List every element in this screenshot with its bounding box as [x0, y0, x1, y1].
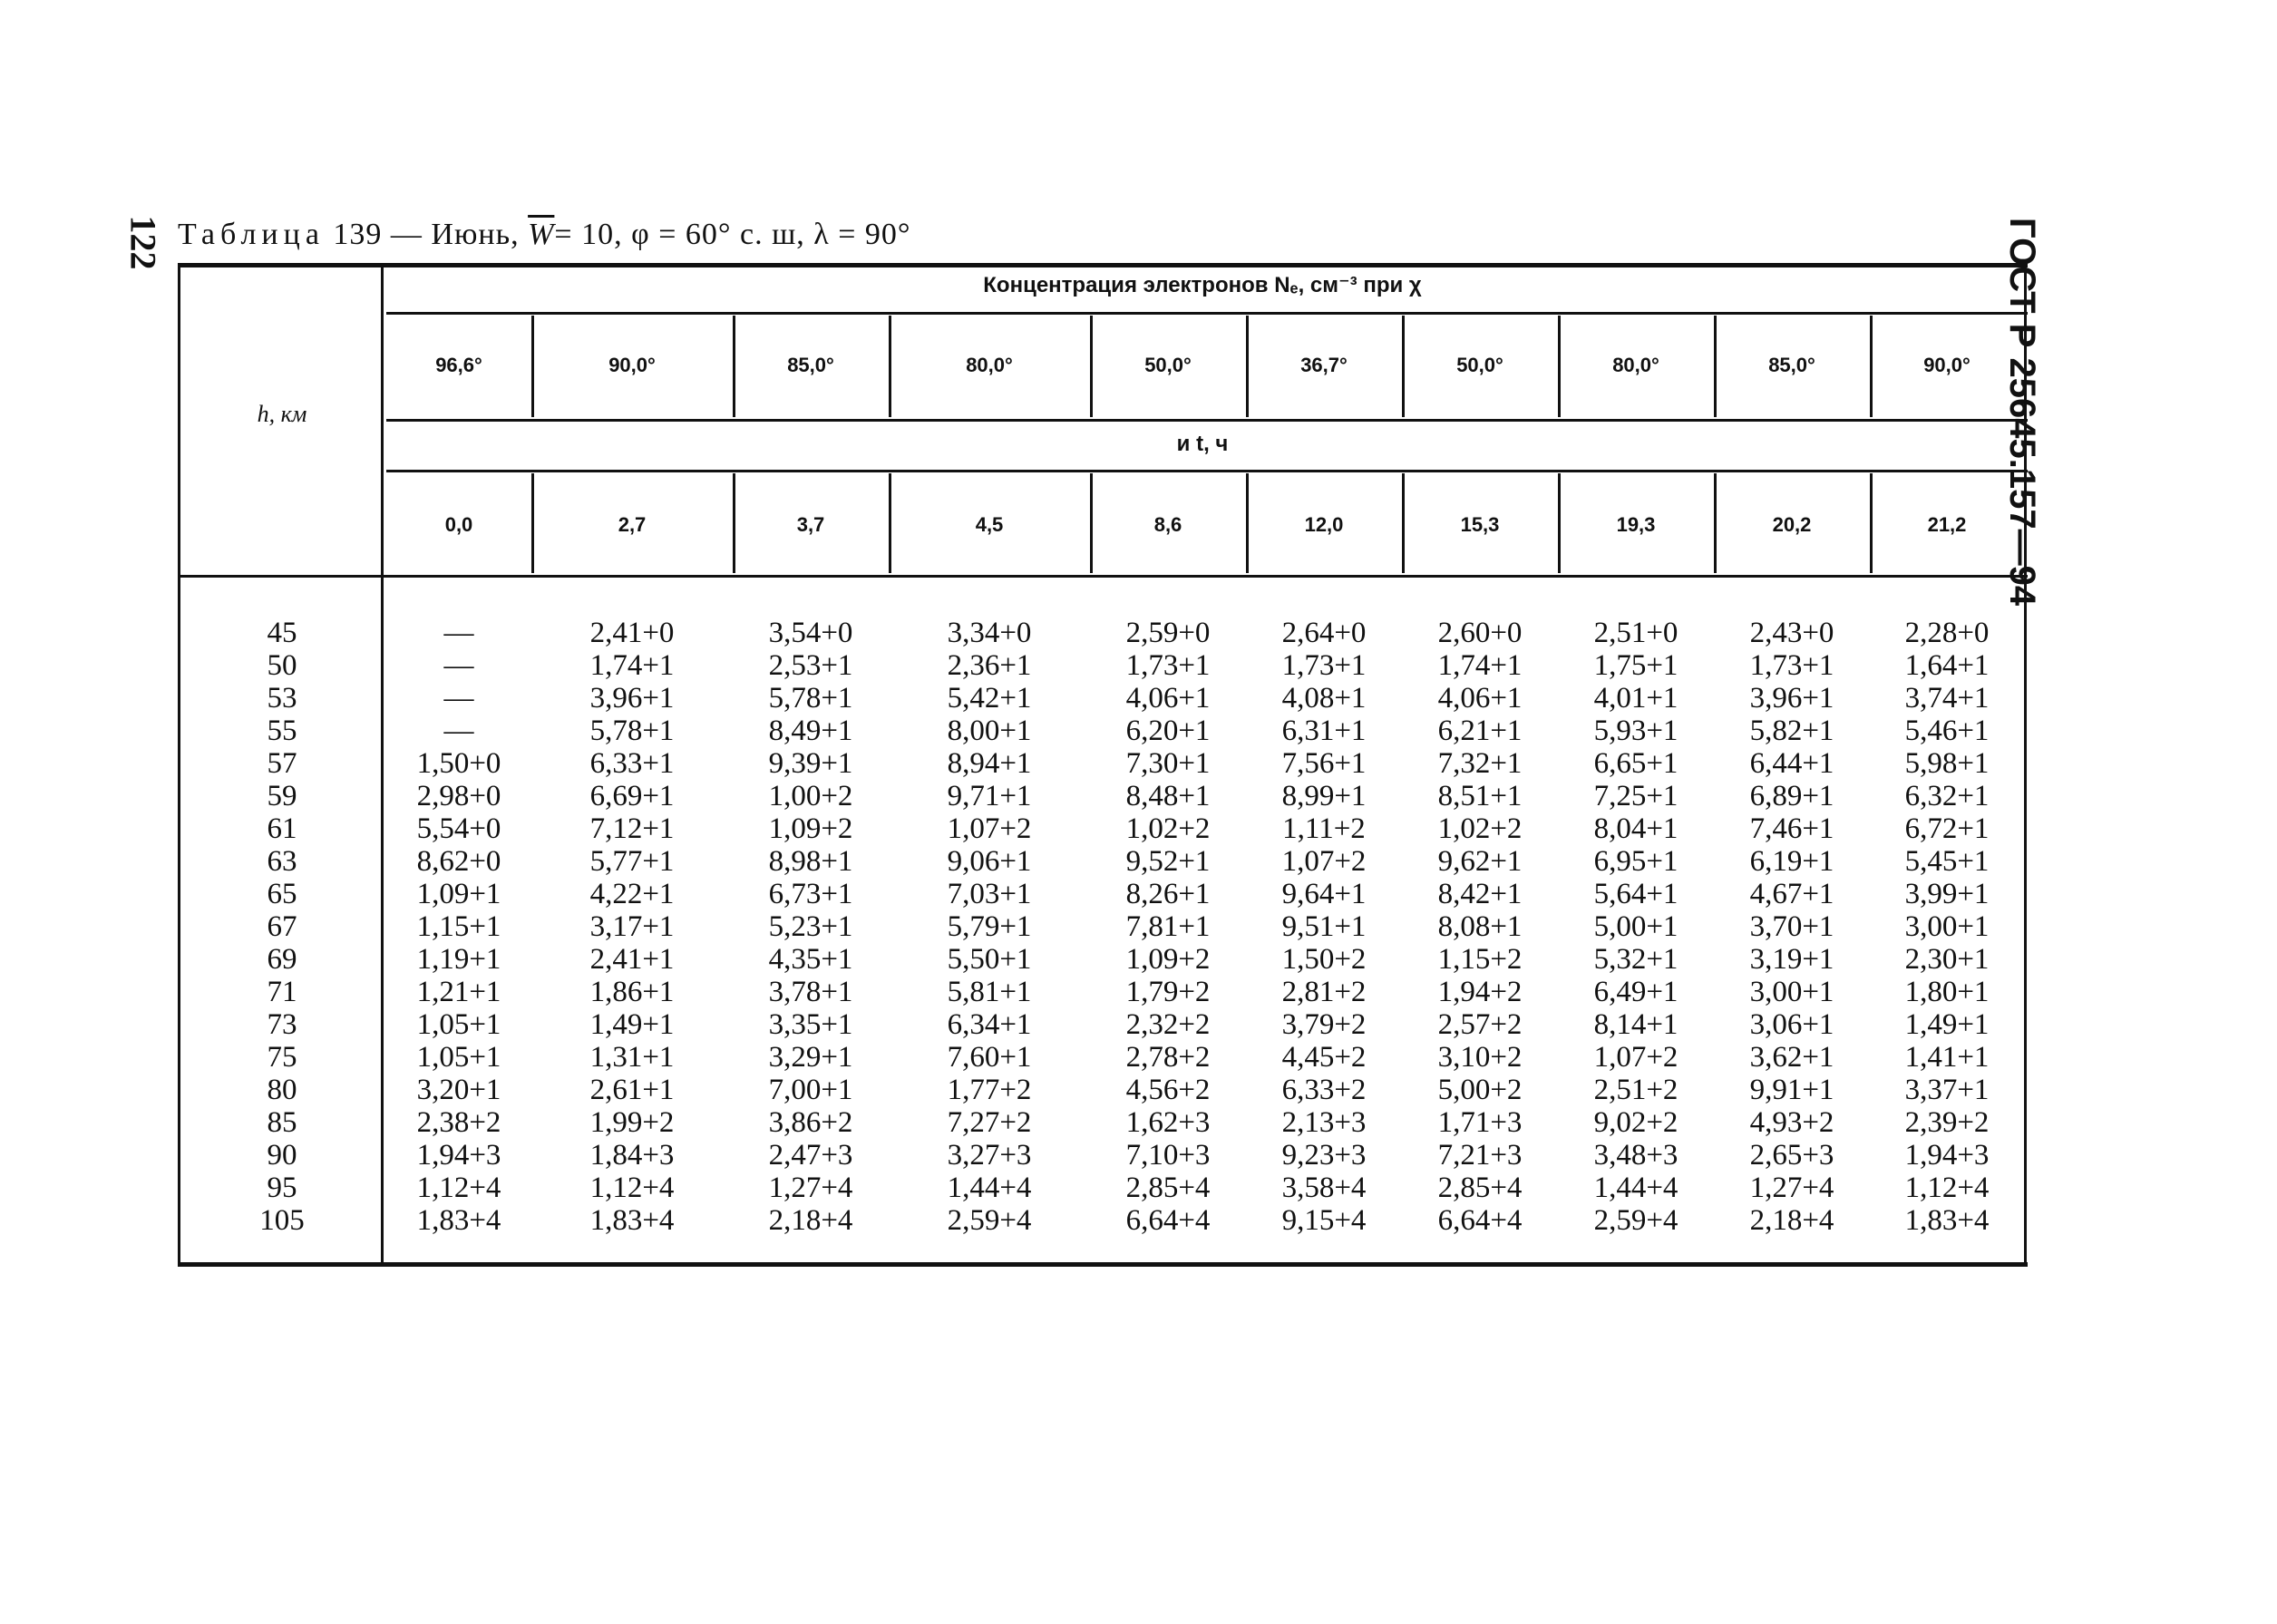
- table-row: [178, 1139, 2028, 1172]
- altitude-cell: 65: [267, 878, 297, 910]
- value-cell: 3,00+1: [1904, 910, 1990, 943]
- value-cell: 9,15+4: [1281, 1204, 1367, 1237]
- value-cell: 1,19+1: [416, 943, 501, 976]
- chi-column-divider: [1402, 316, 1405, 417]
- value-cell: 3,62+1: [1749, 1041, 1834, 1074]
- table-row: [178, 780, 2028, 812]
- value-cell: —: [443, 715, 474, 747]
- value-cell: 2,51+2: [1593, 1074, 1679, 1106]
- value-cell: 6,72+1: [1904, 812, 1990, 845]
- value-cell: 3,48+3: [1593, 1139, 1679, 1172]
- value-cell: 9,52+1: [1125, 845, 1211, 878]
- value-cell: 6,19+1: [1749, 845, 1834, 878]
- value-cell: 2,18+4: [1749, 1204, 1834, 1237]
- value-cell: 3,37+1: [1904, 1074, 1990, 1106]
- value-cell: 3,19+1: [1749, 943, 1834, 976]
- caption-phi: φ = 60° с. ш,: [631, 218, 805, 251]
- value-cell: 6,64+4: [1125, 1204, 1211, 1237]
- value-cell: 6,32+1: [1904, 780, 1990, 812]
- value-cell: 1,15+1: [416, 910, 501, 943]
- value-cell: 3,96+1: [1749, 682, 1834, 715]
- time-header-cell: 4,5: [975, 513, 1004, 536]
- value-cell: 2,78+2: [1125, 1041, 1211, 1074]
- value-cell: 6,34+1: [947, 1008, 1032, 1041]
- chi-header-cell: 36,7°: [1300, 354, 1348, 376]
- value-cell: 6,33+1: [589, 747, 675, 780]
- value-cell: 1,83+4: [1904, 1204, 1990, 1237]
- altitude-cell: 73: [267, 1008, 297, 1041]
- chi-column-divider: [1714, 316, 1717, 417]
- altitude-cell: 57: [267, 747, 297, 780]
- value-cell: 9,06+1: [947, 845, 1032, 878]
- main-header: Концентрация электронов Nₑ, см⁻³ при χ: [983, 273, 1422, 297]
- value-cell: 7,10+3: [1125, 1139, 1211, 1172]
- value-cell: 3,70+1: [1749, 910, 1834, 943]
- t-column-divider: [1402, 473, 1405, 573]
- value-cell: 1,49+1: [1904, 1008, 1990, 1041]
- value-cell: 6,20+1: [1125, 715, 1211, 747]
- value-cell: 4,06+1: [1437, 682, 1523, 715]
- value-cell: 3,86+2: [768, 1106, 853, 1139]
- value-cell: 5,93+1: [1593, 715, 1679, 747]
- value-cell: 5,00+2: [1437, 1074, 1523, 1106]
- value-cell: 8,08+1: [1437, 910, 1523, 943]
- value-cell: 2,57+2: [1437, 1008, 1523, 1041]
- altitude-cell: 80: [267, 1074, 297, 1106]
- value-cell: 7,30+1: [1125, 747, 1211, 780]
- time-header: и t, ч: [1176, 432, 1229, 456]
- caption-text: 139 — Июнь,: [333, 218, 520, 251]
- value-cell: 1,94+2: [1437, 976, 1523, 1008]
- value-cell: 1,44+4: [1593, 1172, 1679, 1204]
- value-cell: 8,94+1: [947, 747, 1032, 780]
- value-cell: 4,56+2: [1125, 1074, 1211, 1106]
- value-cell: 1,74+1: [589, 649, 675, 682]
- chi-column-divider: [733, 316, 735, 417]
- value-cell: 1,49+1: [589, 1008, 675, 1041]
- value-cell: 4,08+1: [1281, 682, 1367, 715]
- value-cell: 8,04+1: [1593, 812, 1679, 845]
- value-cell: 4,22+1: [589, 878, 675, 910]
- table-row: [178, 1106, 2028, 1139]
- value-cell: 7,46+1: [1749, 812, 1834, 845]
- table-row: [178, 812, 2028, 845]
- value-cell: 2,30+1: [1904, 943, 1990, 976]
- time-header-cell: 19,3: [1616, 513, 1656, 536]
- value-cell: 3,06+1: [1749, 1008, 1834, 1041]
- altitude-cell: 55: [267, 715, 297, 747]
- value-cell: 2,51+0: [1593, 617, 1679, 649]
- time-header-cell: 12,0: [1304, 513, 1344, 536]
- value-cell: 1,31+1: [589, 1041, 675, 1074]
- altitude-cell: 45: [267, 617, 297, 649]
- document-code: ГОСТ Р 25645.157—94: [2002, 218, 2042, 607]
- time-header-cell: 3,7: [796, 513, 825, 536]
- value-cell: 2,38+2: [416, 1106, 501, 1139]
- value-cell: 3,10+2: [1437, 1041, 1523, 1074]
- value-cell: 8,26+1: [1125, 878, 1211, 910]
- value-cell: 2,36+1: [947, 649, 1032, 682]
- chi-header-cell: 80,0°: [1612, 354, 1659, 376]
- value-cell: 1,05+1: [416, 1008, 501, 1041]
- time-header-cell: 15,3: [1460, 513, 1500, 536]
- value-cell: 1,09+2: [768, 812, 853, 845]
- value-cell: 4,01+1: [1593, 682, 1679, 715]
- value-cell: 1,80+1: [1904, 976, 1990, 1008]
- value-cell: 1,73+1: [1749, 649, 1834, 682]
- t-column-divider: [889, 473, 891, 573]
- value-cell: 2,85+4: [1437, 1172, 1523, 1204]
- value-cell: 1,05+1: [416, 1041, 501, 1074]
- value-cell: 2,41+1: [589, 943, 675, 976]
- chi-header-cell: 50,0°: [1144, 354, 1192, 376]
- value-cell: 1,84+3: [589, 1139, 675, 1172]
- value-cell: 5,78+1: [589, 715, 675, 747]
- altitude-cell: 95: [267, 1172, 297, 1204]
- value-cell: 8,49+1: [768, 715, 853, 747]
- value-cell: 1,71+3: [1437, 1106, 1523, 1139]
- value-cell: 6,65+1: [1593, 747, 1679, 780]
- value-cell: 1,00+2: [768, 780, 853, 812]
- value-cell: 2,64+0: [1281, 617, 1367, 649]
- chi-column-divider: [889, 316, 891, 417]
- page-number: 122: [122, 215, 164, 270]
- altitude-cell: 63: [267, 845, 297, 878]
- value-cell: 5,79+1: [947, 910, 1032, 943]
- value-cell: 6,44+1: [1749, 747, 1834, 780]
- value-cell: 1,07+2: [1281, 845, 1367, 878]
- chi-header-cell: 90,0°: [1923, 354, 1970, 376]
- table-row: [178, 1204, 2028, 1237]
- value-cell: 6,21+1: [1437, 715, 1523, 747]
- value-cell: 5,82+1: [1749, 715, 1834, 747]
- value-cell: 1,86+1: [589, 976, 675, 1008]
- value-cell: 2,98+0: [416, 780, 501, 812]
- time-header-cell: 2,7: [618, 513, 647, 536]
- value-cell: 1,83+4: [589, 1204, 675, 1237]
- value-cell: 2,47+3: [768, 1139, 853, 1172]
- value-cell: 1,12+4: [1904, 1172, 1990, 1204]
- value-cell: 7,12+1: [589, 812, 675, 845]
- table-row: [178, 878, 2028, 910]
- value-cell: 5,78+1: [768, 682, 853, 715]
- value-cell: 1,64+1: [1904, 649, 1990, 682]
- value-cell: 5,46+1: [1904, 715, 1990, 747]
- value-cell: 8,99+1: [1281, 780, 1367, 812]
- value-cell: 3,74+1: [1904, 682, 1990, 715]
- value-cell: 6,31+1: [1281, 715, 1367, 747]
- time-header-cell: 8,6: [1153, 513, 1182, 536]
- value-cell: 8,48+1: [1125, 780, 1211, 812]
- value-cell: 2,39+2: [1904, 1106, 1990, 1139]
- value-cell: —: [443, 617, 474, 649]
- t-column-divider: [531, 473, 534, 573]
- caption-lambda: λ = 90°: [813, 218, 911, 251]
- t-column-divider: [1090, 473, 1093, 573]
- value-cell: 5,42+1: [947, 682, 1032, 715]
- altitude-header: h, км: [257, 401, 307, 427]
- value-cell: 2,59+0: [1125, 617, 1211, 649]
- table-row: [178, 649, 2028, 682]
- value-cell: 1,11+2: [1282, 812, 1366, 845]
- value-cell: 5,77+1: [589, 845, 675, 878]
- value-cell: 6,89+1: [1749, 780, 1834, 812]
- chi-header-cell: 85,0°: [787, 354, 834, 376]
- data-table: [178, 263, 2028, 1269]
- chi-header-cell: 50,0°: [1456, 354, 1503, 376]
- value-cell: 7,25+1: [1593, 780, 1679, 812]
- value-cell: 9,02+2: [1593, 1106, 1679, 1139]
- value-cell: 4,67+1: [1749, 878, 1834, 910]
- time-header-cell: 21,2: [1927, 513, 1967, 536]
- value-cell: 6,64+4: [1437, 1204, 1523, 1237]
- value-cell: 3,35+1: [768, 1008, 853, 1041]
- value-cell: 1,07+2: [947, 812, 1032, 845]
- value-cell: 3,27+3: [947, 1139, 1032, 1172]
- value-cell: 9,91+1: [1749, 1074, 1834, 1106]
- altitude-cell: 90: [267, 1139, 297, 1172]
- chi-column-divider: [1090, 316, 1093, 417]
- value-cell: —: [443, 649, 474, 682]
- value-cell: 1,74+1: [1437, 649, 1523, 682]
- chi-header-cell: 96,6°: [435, 354, 482, 376]
- t-column-divider: [733, 473, 735, 573]
- value-cell: 3,00+1: [1749, 976, 1834, 1008]
- value-cell: 2,60+0: [1437, 617, 1523, 649]
- altitude-cell: 69: [267, 943, 297, 976]
- chi-header-cell: 85,0°: [1768, 354, 1815, 376]
- value-cell: 9,51+1: [1281, 910, 1367, 943]
- t-column-divider: [1714, 473, 1717, 573]
- table-caption: [178, 218, 911, 252]
- value-cell: 8,14+1: [1593, 1008, 1679, 1041]
- table-row: [178, 1008, 2028, 1041]
- value-cell: 3,54+0: [768, 617, 853, 649]
- value-cell: 2,53+1: [768, 649, 853, 682]
- value-cell: 1,73+1: [1281, 649, 1367, 682]
- value-cell: 7,00+1: [768, 1074, 853, 1106]
- header-bottom-rule: [178, 575, 2028, 578]
- value-cell: 2,28+0: [1904, 617, 1990, 649]
- table-row: [178, 1041, 2028, 1074]
- value-cell: 5,00+1: [1593, 910, 1679, 943]
- value-cell: 1,02+2: [1437, 812, 1523, 845]
- altitude-cell: 105: [259, 1204, 305, 1237]
- value-cell: 2,18+4: [768, 1204, 853, 1237]
- table-row: [178, 845, 2028, 878]
- value-cell: 7,27+2: [947, 1106, 1032, 1139]
- value-cell: 1,50+0: [416, 747, 501, 780]
- value-cell: 8,51+1: [1437, 780, 1523, 812]
- value-cell: 9,23+3: [1281, 1139, 1367, 1172]
- value-cell: 1,94+3: [416, 1139, 501, 1172]
- value-cell: 1,50+2: [1281, 943, 1367, 976]
- value-cell: 5,54+0: [416, 812, 501, 845]
- value-cell: 9,39+1: [768, 747, 853, 780]
- value-cell: 2,43+0: [1749, 617, 1834, 649]
- value-cell: 6,49+1: [1593, 976, 1679, 1008]
- table-row: [178, 943, 2028, 976]
- value-cell: 3,79+2: [1281, 1008, 1367, 1041]
- value-cell: 3,17+1: [589, 910, 675, 943]
- value-cell: 2,81+2: [1281, 976, 1367, 1008]
- value-cell: 3,78+1: [768, 976, 853, 1008]
- table-row: [178, 1074, 2028, 1106]
- chi-column-divider: [1870, 316, 1873, 417]
- chi-column-divider: [531, 316, 534, 417]
- value-cell: 4,06+1: [1125, 682, 1211, 715]
- value-cell: 2,59+4: [947, 1204, 1032, 1237]
- value-cell: 1,02+2: [1125, 812, 1211, 845]
- value-cell: 6,73+1: [768, 878, 853, 910]
- value-cell: 1,99+2: [589, 1106, 675, 1139]
- value-cell: 3,34+0: [947, 617, 1032, 649]
- value-cell: 6,95+1: [1593, 845, 1679, 878]
- altitude-cell: 61: [267, 812, 297, 845]
- value-cell: 7,60+1: [947, 1041, 1032, 1074]
- value-cell: 7,32+1: [1437, 747, 1523, 780]
- value-cell: 1,21+1: [416, 976, 501, 1008]
- value-cell: 1,12+4: [416, 1172, 501, 1204]
- value-cell: 1,79+2: [1125, 976, 1211, 1008]
- table-bottom-rule: [178, 1262, 2028, 1267]
- value-cell: 3,99+1: [1904, 878, 1990, 910]
- value-cell: 6,69+1: [589, 780, 675, 812]
- value-cell: 3,20+1: [416, 1074, 501, 1106]
- value-cell: 8,98+1: [768, 845, 853, 878]
- value-cell: 1,15+2: [1437, 943, 1523, 976]
- value-cell: 8,00+1: [947, 715, 1032, 747]
- value-cell: 2,13+3: [1281, 1106, 1367, 1139]
- value-cell: 4,45+2: [1281, 1041, 1367, 1074]
- table-row: [178, 1172, 2028, 1204]
- value-cell: 1,73+1: [1125, 649, 1211, 682]
- chi-header-cell: 80,0°: [966, 354, 1013, 376]
- caption-w-value: = 10,: [554, 218, 623, 251]
- value-cell: 8,62+0: [416, 845, 501, 878]
- time-header-cell: 0,0: [444, 513, 473, 536]
- value-cell: 2,41+0: [589, 617, 675, 649]
- time-header-cell: 20,2: [1772, 513, 1812, 536]
- t-column-divider: [1558, 473, 1561, 573]
- value-cell: 1,09+2: [1125, 943, 1211, 976]
- value-cell: 2,32+2: [1125, 1008, 1211, 1041]
- value-cell: 5,45+1: [1904, 845, 1990, 878]
- table-row: [178, 617, 2028, 649]
- table-row: [178, 747, 2028, 780]
- value-cell: 2,61+1: [589, 1074, 675, 1106]
- table-row: [178, 682, 2028, 715]
- value-cell: 3,96+1: [589, 682, 675, 715]
- value-cell: 1,27+4: [1749, 1172, 1834, 1204]
- value-cell: 5,98+1: [1904, 747, 1990, 780]
- header-rule-1: [386, 312, 2028, 315]
- altitude-cell: 75: [267, 1041, 297, 1074]
- caption-label: Таблица: [178, 218, 325, 251]
- value-cell: —: [443, 682, 474, 715]
- table-row: [178, 715, 2028, 747]
- value-cell: 1,75+1: [1593, 649, 1679, 682]
- value-cell: 3,29+1: [768, 1041, 853, 1074]
- altitude-cell: 85: [267, 1106, 297, 1139]
- value-cell: 1,27+4: [768, 1172, 853, 1204]
- altitude-cell: 53: [267, 682, 297, 715]
- altitude-cell: 50: [267, 649, 297, 682]
- value-cell: 9,71+1: [947, 780, 1032, 812]
- value-cell: 2,59+4: [1593, 1204, 1679, 1237]
- value-cell: 7,81+1: [1125, 910, 1211, 943]
- chi-column-divider: [1558, 316, 1561, 417]
- altitude-cell: 67: [267, 910, 297, 943]
- caption-w-symbol: $\overline{W}$: [528, 218, 555, 251]
- value-cell: 7,56+1: [1281, 747, 1367, 780]
- value-cell: 1,62+3: [1125, 1106, 1211, 1139]
- altitude-cell: 59: [267, 780, 297, 812]
- table-row: [178, 976, 2028, 1008]
- value-cell: 1,12+4: [589, 1172, 675, 1204]
- t-column-divider: [1870, 473, 1873, 573]
- value-cell: 1,07+2: [1593, 1041, 1679, 1074]
- value-cell: 1,83+4: [416, 1204, 501, 1237]
- chi-column-divider: [1246, 316, 1249, 417]
- table-row: [178, 910, 2028, 943]
- value-cell: 1,77+2: [947, 1074, 1032, 1106]
- value-cell: 5,64+1: [1593, 878, 1679, 910]
- altitude-cell: 71: [267, 976, 297, 1008]
- table-top-rule: [178, 263, 2028, 267]
- header-rule-3: [386, 470, 2028, 472]
- value-cell: 7,03+1: [947, 878, 1032, 910]
- value-cell: 4,35+1: [768, 943, 853, 976]
- value-cell: 9,64+1: [1281, 878, 1367, 910]
- value-cell: 5,81+1: [947, 976, 1032, 1008]
- value-cell: 5,32+1: [1593, 943, 1679, 976]
- value-cell: 1,94+3: [1904, 1139, 1990, 1172]
- value-cell: 8,42+1: [1437, 878, 1523, 910]
- chi-header-cell: 90,0°: [608, 354, 656, 376]
- value-cell: 1,41+1: [1904, 1041, 1990, 1074]
- value-cell: 5,50+1: [947, 943, 1032, 976]
- value-cell: 2,85+4: [1125, 1172, 1211, 1204]
- value-cell: 1,09+1: [416, 878, 501, 910]
- value-cell: 7,21+3: [1437, 1139, 1523, 1172]
- value-cell: 1,44+4: [947, 1172, 1032, 1204]
- header-rule-2: [386, 419, 2028, 422]
- value-cell: 5,23+1: [768, 910, 853, 943]
- value-cell: 3,58+4: [1281, 1172, 1367, 1204]
- value-cell: 2,65+3: [1749, 1139, 1834, 1172]
- t-column-divider: [1246, 473, 1249, 573]
- value-cell: 9,62+1: [1437, 845, 1523, 878]
- value-cell: 6,33+2: [1281, 1074, 1367, 1106]
- value-cell: 4,93+2: [1749, 1106, 1834, 1139]
